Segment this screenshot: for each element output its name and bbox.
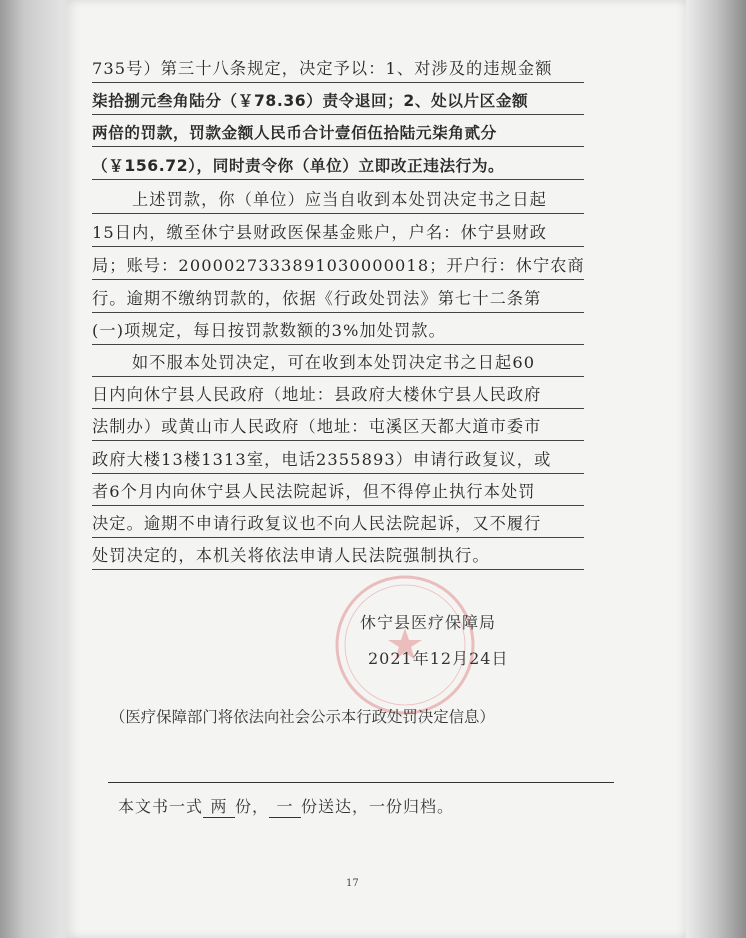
body-line: 735号）第三十八条规定，决定予以：1、对涉及的违规金额	[92, 58, 584, 83]
copies-prefix: 本文书一式	[118, 797, 204, 816]
scan-right-edge	[686, 0, 746, 938]
publicity-notice: （医疗保障部门将依法向社会公示本行政处罚决定信息）	[110, 708, 495, 726]
copies-statement	[118, 794, 454, 818]
official-seal	[330, 570, 480, 720]
copies-suffix: 份送达，一份归档。	[301, 797, 455, 816]
signing-date: 2021年12月24日	[368, 649, 509, 668]
body-line: 两倍的罚款，罚款金额人民币合计壹佰伍拾陆元柒角贰分	[92, 122, 584, 147]
body-line: （￥156.72），同时责令你（单位）立即改正违法行为。	[92, 155, 584, 180]
body-line: 决定。逾期不申请行政复议也不向人民法院起诉，又不履行	[92, 513, 584, 538]
body-line: 者6个月内向休宁县人民法院起诉，但不得停止执行本处罚	[92, 481, 584, 506]
copies-total: 两	[203, 794, 235, 818]
copies-sent: 一	[269, 794, 301, 818]
body-line: (一)项规定，每日按罚款数额的3%加处罚款。	[92, 320, 584, 345]
page-number: 17	[346, 878, 359, 889]
body-line: 行。逾期不缴纳罚款的，依据《行政处罚法》第七十二条第	[92, 288, 584, 313]
body-line: 日内向休宁县人民政府（地址：县政府大楼休宁县人民政府	[92, 384, 584, 409]
body-line: 上述罚款，你（单位）应当自收到本处罚决定书之日起	[92, 189, 584, 214]
body-line: 如不服本处罚决定，可在收到本处罚决定书之日起60	[92, 352, 584, 377]
scan-left-edge	[0, 0, 66, 938]
copies-mid: 份，	[235, 797, 270, 816]
separator-rule	[108, 782, 614, 783]
body-line: 法制办）或黄山市人民政府（地址：屯溪区天都大道市委市	[92, 416, 584, 441]
signing-organization: 休宁县医疗保障局	[360, 613, 497, 632]
body-line: 政府大楼13楼1313室，电话2355893）申请行政复议，或	[92, 449, 584, 474]
body-line: 柒拾捌元叁角陆分（￥78.36）责令退回；2、处以片区金额	[92, 90, 584, 115]
body-line: 15日内，缴至休宁县财政医保基金账户，户名：休宁县财政	[92, 222, 584, 247]
body-line: 局；账号：2000027333891030000018；开户行：休宁农商	[92, 255, 584, 280]
body-line: 处罚决定的，本机关将依法申请人民法院强制执行。	[92, 545, 584, 570]
